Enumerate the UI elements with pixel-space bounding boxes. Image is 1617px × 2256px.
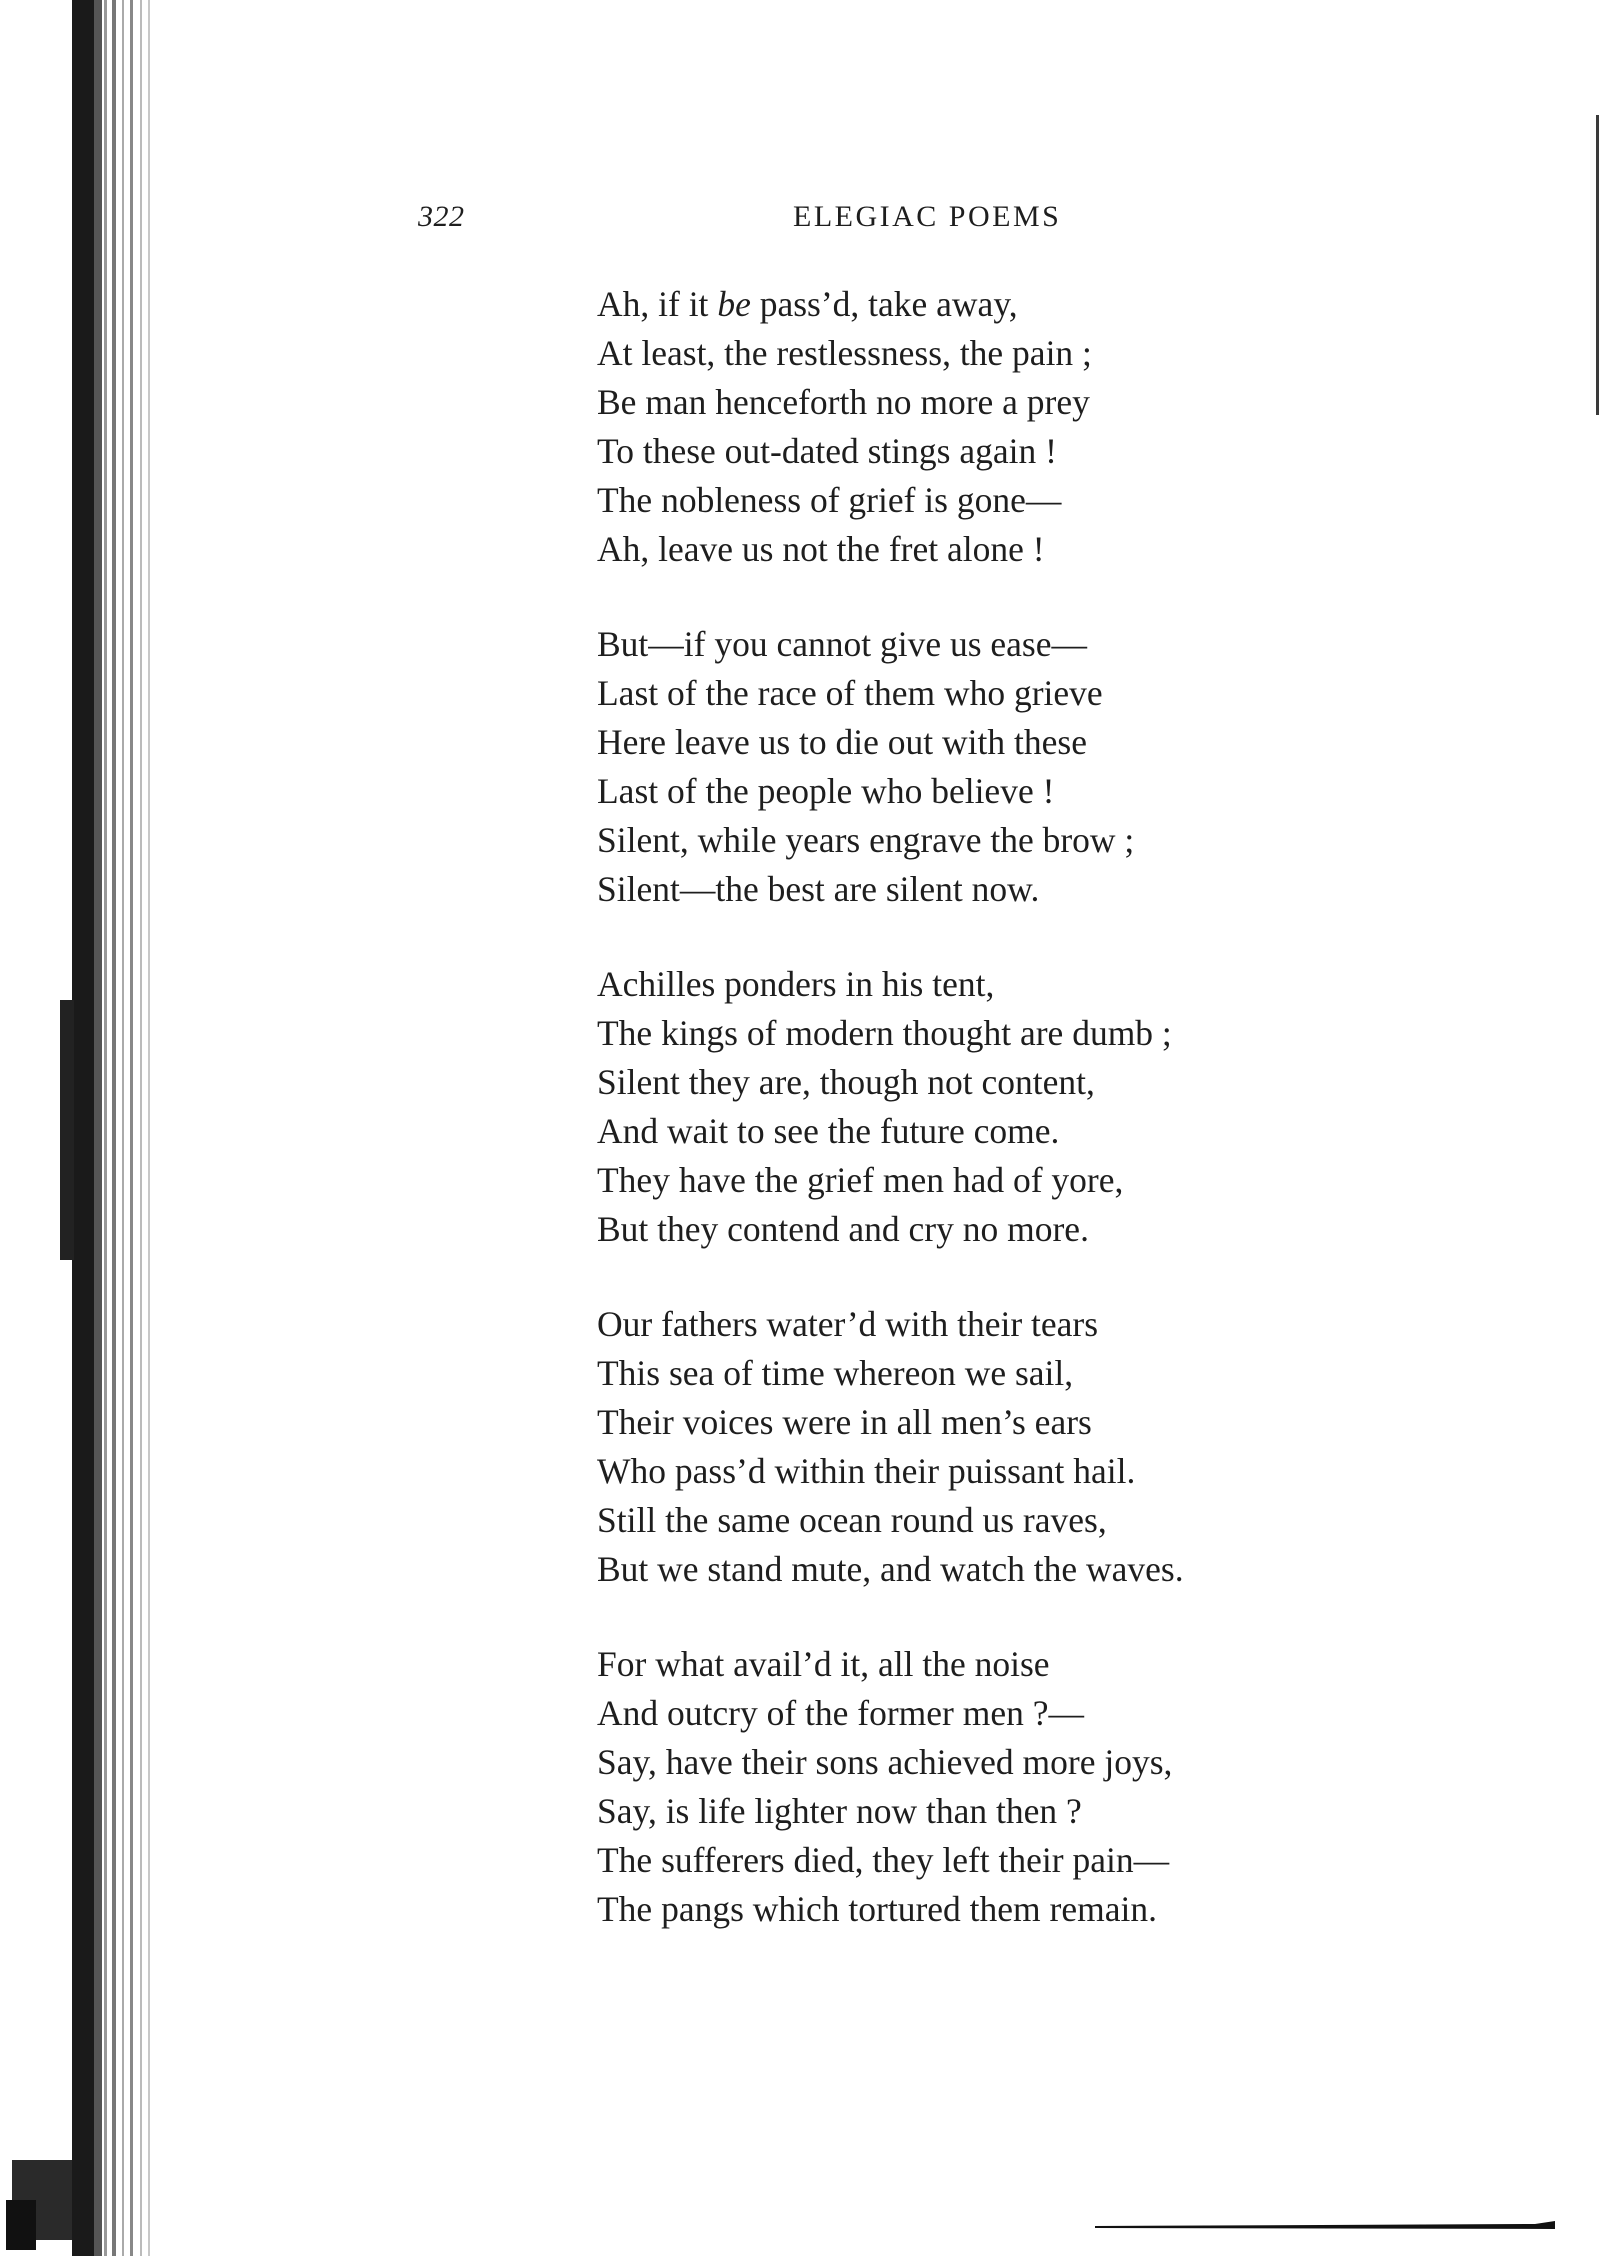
binding-edge	[0, 0, 160, 2256]
scan-bottom-mark	[1095, 2221, 1555, 2229]
running-title: ELEGIAC POEMS	[793, 200, 1062, 233]
poem-line: But they contend and cry no more.	[597, 1209, 1089, 1249]
poem-line: Still the same ocean round us raves,	[597, 1500, 1107, 1540]
stanza-5	[597, 1640, 1357, 1934]
poem-line: This sea of time whereon we sail,	[597, 1353, 1074, 1393]
stanza-2	[597, 620, 1357, 914]
poem-line: Their voices were in all men’s ears	[597, 1402, 1092, 1442]
stanza-1	[597, 280, 1357, 574]
poem-line: Last of the people who believe !	[597, 771, 1055, 811]
poem-line: They have the grief men had of yore,	[597, 1160, 1124, 1200]
poem-line: But—if you cannot give us ease—	[597, 624, 1087, 664]
poem-line: Say, is life lighter now than then ?	[597, 1791, 1082, 1831]
poem-line: And wait to see the future come.	[597, 1111, 1060, 1151]
poem-body	[597, 280, 1357, 1980]
poem-line: Last of the race of them who grieve	[597, 673, 1103, 713]
poem-line: The pangs which tortured them remain.	[597, 1889, 1157, 1929]
stanza-3	[597, 960, 1357, 1254]
poem-line: And outcry of the former men ?—	[597, 1693, 1084, 1733]
poem-line: Silent, while years engrave the brow ;	[597, 820, 1135, 860]
poem-line: Ah, if it be pass’d, take away,	[597, 284, 1018, 324]
stanza-4	[597, 1300, 1357, 1594]
poem-line: The nobleness of grief is gone—	[597, 480, 1062, 520]
poem-line: The kings of modern thought are dumb ;	[597, 1013, 1172, 1053]
running-head	[0, 200, 1617, 240]
poem-line: Who pass’d within their puissant hail.	[597, 1451, 1136, 1491]
poem-line: Silent they are, though not content,	[597, 1062, 1095, 1102]
poem-line: The sufferers died, they left their pain—	[597, 1840, 1170, 1880]
poem-line: But we stand mute, and watch the waves.	[597, 1549, 1184, 1589]
poem-line: Ah, leave us not the fret alone !	[597, 529, 1045, 569]
poem-line: Be man henceforth no more a prey	[597, 382, 1090, 422]
poem-line: For what avail’d it, all the noise	[597, 1644, 1050, 1684]
poem-line: To these out-dated stings again !	[597, 431, 1057, 471]
poem-line: Silent—the best are silent now.	[597, 869, 1040, 909]
poem-line: Say, have their sons achieved more joys,	[597, 1742, 1173, 1782]
scan-edge-line	[1596, 115, 1599, 415]
poem-line: At least, the restlessness, the pain ;	[597, 333, 1092, 373]
emphasis: be	[717, 284, 751, 324]
page-number: 322	[418, 200, 465, 233]
poem-line: Achilles ponders in his tent,	[597, 964, 995, 1004]
poem-line: Here leave us to die out with these	[597, 722, 1087, 762]
poem-line: Our fathers water’d with their tears	[597, 1304, 1099, 1344]
